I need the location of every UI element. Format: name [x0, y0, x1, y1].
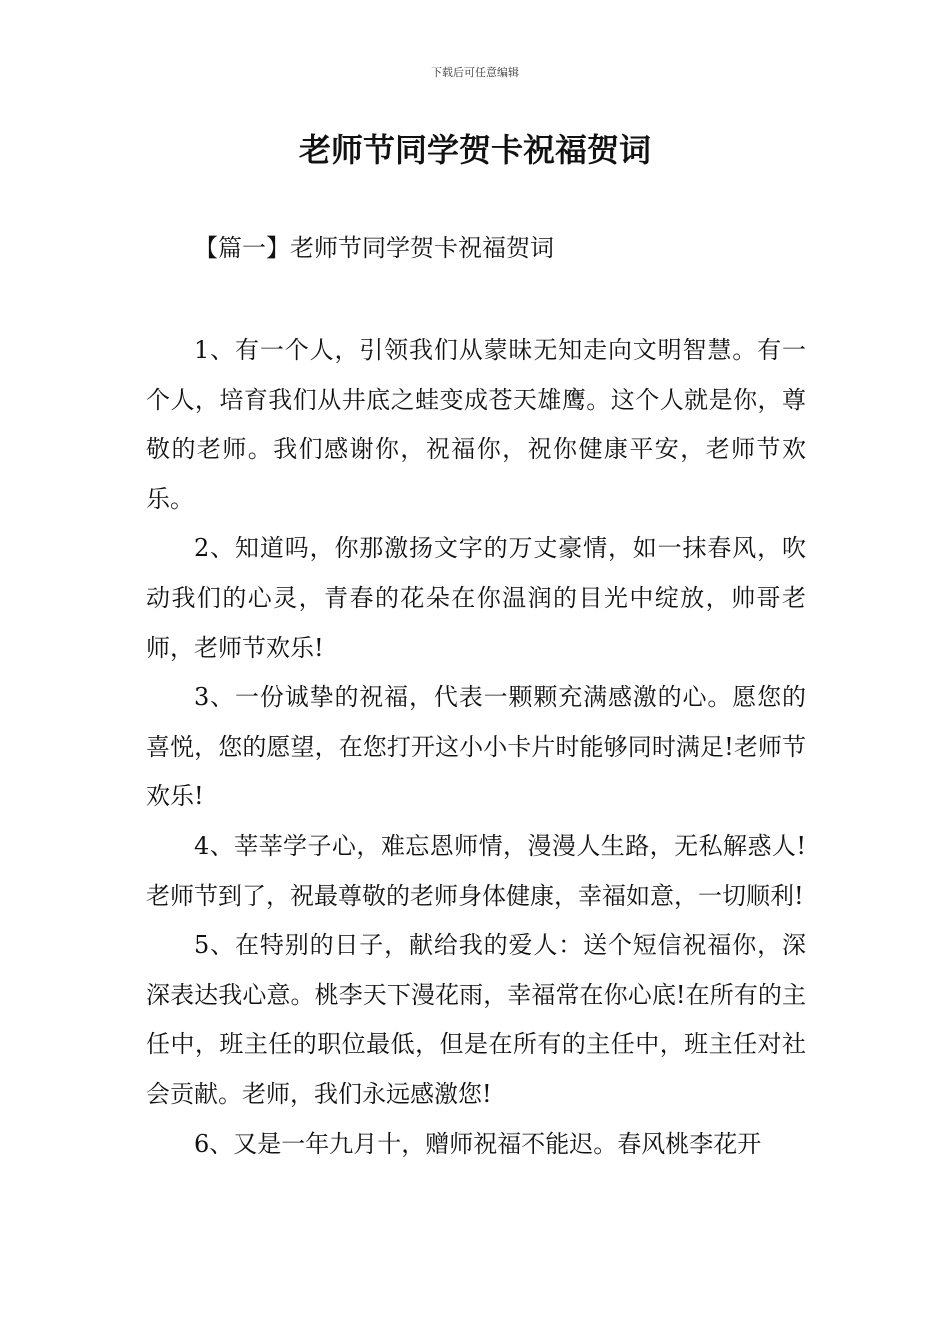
paragraph-1: 1、有一个人，引领我们从蒙昧无知走向文明智慧。有一个人，培育我们从井底之蛙变成苍天雄鹰。这个人就是你，尊敬的老师。我们感谢你，祝福你，祝你健康平安，老师节欢乐。 [146, 336, 806, 513]
paragraph-5: 5、在特别的日子，献给我的爱人：送个短信祝福你，深深表达我心意。桃李天下漫花雨，幸福常在你心底!在所有的主任中，班主任的职位最低，但是在所有的主任中，班主任对社会贡献。老师，我们永远感激您! [146, 931, 806, 1108]
paragraph-4: 4、莘莘学子心，难忘恩师情，漫漫人生路，无私解惑人!老师节到了，祝最尊敬的老师身体健康，幸福如意，一切顺利! [146, 831, 806, 910]
section-heading: 【篇一】老师节同学贺卡祝福贺词 [194, 234, 554, 262]
document-body [146, 326, 806, 1169]
paragraph-3: 3、一份诚挚的祝福，代表一颗颗充满感激的心。愿您的喜悦，您的愿望，在您打开这小小卡片时能够同时满足!老师节欢乐! [146, 683, 806, 811]
paragraph-2: 2、知道吗，你那激扬文字的万丈豪情，如一抹春风，吹动我们的心灵，青春的花朵在你温润的目光中绽放，帅哥老师，老师节欢乐! [146, 534, 806, 662]
document-title: 老师节同学贺卡祝福贺词 [298, 131, 651, 169]
header-note: 下载后可任意编辑 [431, 66, 519, 79]
paragraph-6: 6、又是一年九月十，赠师祝福不能迟。春风桃李花开 [194, 1129, 762, 1158]
